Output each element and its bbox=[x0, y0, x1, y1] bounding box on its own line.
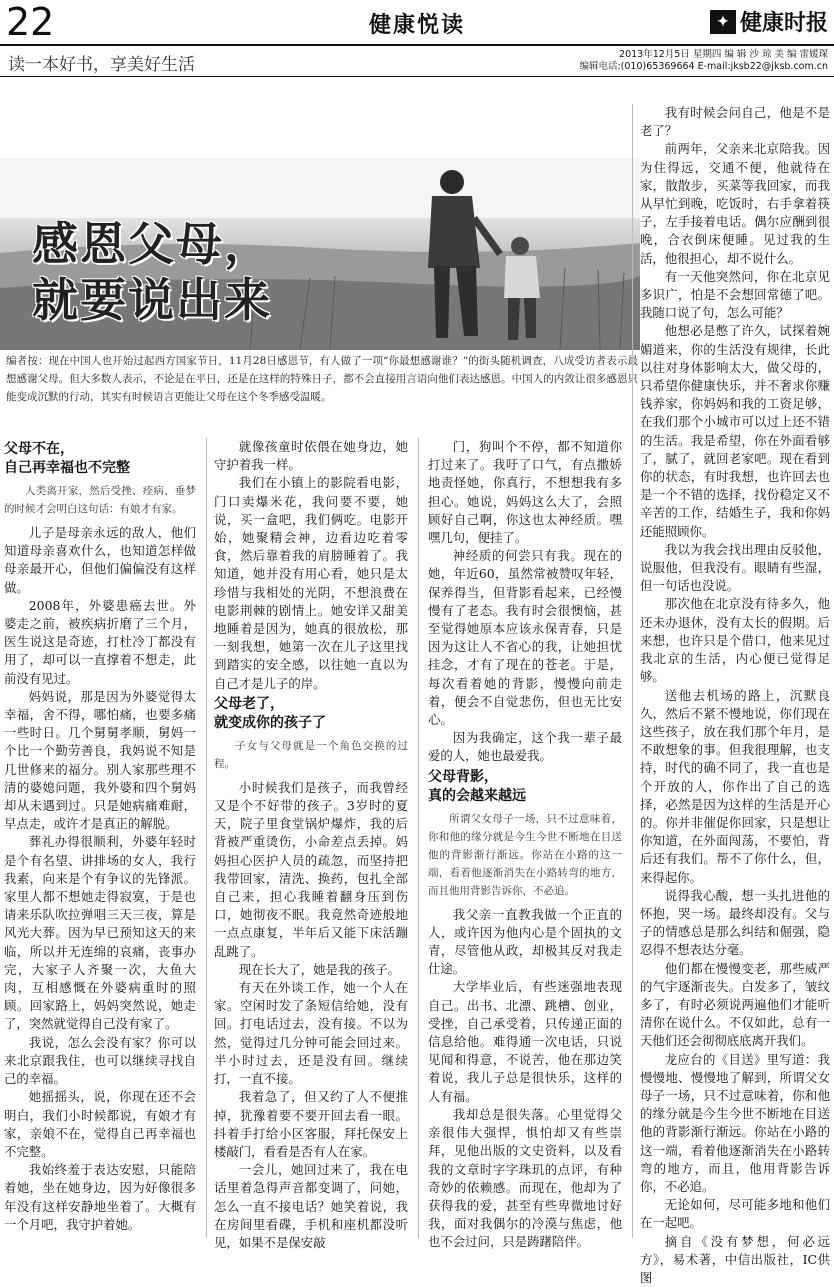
source-credit: 摘自《没有梦想，何必远方》，易术著，中信出版社，IC供图 bbox=[640, 1233, 830, 1285]
paragraph: 她摇摇头，说，你现在还不会明白，我们小时候都说，有娘才有家，亲娘不在，觉得自己再幸福也不完整。 bbox=[4, 1089, 196, 1159]
section-quote: 所谓父女母子一场，只不过意味着，你和他的缘分就是今生今世不断地在目送他的背影渐行渐远。你站在小路的这一端，看着他逐渐消失在小路转弯的地方，而且他用背影告诉你，不必追。 bbox=[428, 812, 622, 897]
section-heading-line-1: 父母背影， bbox=[428, 768, 498, 785]
paragraph: 就像孩童时依偎在她身边，她守护着我一样。 bbox=[214, 439, 408, 473]
headline-line-2: 就要说出来 bbox=[32, 273, 272, 327]
paragraph: 我却总是很失落。心里觉得父亲很伟大强悍，惧怕却又有些崇拜，见他出版的文史资料，以及看我的文章时字字珠玑的点评，有种奇妙的依赖感。而现在，他却为了获得我的爱，甚至有些卑微地讨好我，面对我偶尔的冷漠与焦虑，他也不会过问，只是踌躇陪伴。 bbox=[428, 1106, 622, 1250]
paragraph: 大学毕业后，有些迷强地表现自己。出书、北漂、跳槽、创业，受挫，自己承受着，只传递正面的信息给他。难得通一次电话，只说见闻和得意，不说苦，他在那边笑着说，我儿子总是很快乐，这样的人有福。 bbox=[428, 979, 622, 1104]
column-divider bbox=[206, 438, 207, 1238]
paragraph: 他们都在慢慢变老，那些威严的气宇逐渐丧失。白发多了，皱纹多了，有时必须说两遍他们才能听清你在说什么。不仅如此，总有一天他们还会彻彻底底离开我们。 bbox=[640, 960, 830, 1049]
section-quote: 子女与父母就是一个角色交换的过程。 bbox=[214, 739, 408, 770]
paragraph: 因为我确定，这个我一辈子最爱的人，她也最爱我。 bbox=[428, 730, 622, 764]
paragraph: 那次他在北京没有待多久，他还未办退休，没有太长的假期。后来想，也许只是个借口，他来见过我北京的生活，内心便已觉得足够。 bbox=[640, 596, 830, 685]
issue-contact: 编辑电话:(010)65369664 E-mail:jksb22@jksb.com.cn bbox=[579, 61, 828, 72]
paragraph: 他想必是憋了许久，试探着婉媚道来，你的生活没有规律，长此以往对身体影响太大，做父母的，只希望你健康快乐，并不奢求你赚钱养家，你妈妈和我的工资足够，在我们那个小城市可以过上还不错的生活。我是希望，你在外面看够了，腻了，就回老家吧。现在看到你的状态，有时我想，也许回去也是一个不错的选择，找份稳定又不辛苦的工作，结婚生子，我和你妈还能照顾你。 bbox=[640, 323, 830, 539]
article-column-2 bbox=[214, 438, 408, 1250]
paragraph: 我着急了，但又约了人不便推掉，犹豫着要不要开回去看一眼。抖着手打给小区客服，拜托保安上楼敲门，看看是否有人在家。 bbox=[214, 1089, 408, 1159]
paragraph: 我说，怎么会没有家？你可以来北京跟我住，也可以继续寻找自己的幸福。 bbox=[4, 1034, 196, 1087]
article-column-4 bbox=[640, 104, 830, 1285]
section-heading-line-2: 真的会越来越远 bbox=[428, 787, 526, 804]
paragraph: 妈妈说，那是因为外婆觉得太幸福，舍不得，哪怕痛，也要多痛一些时日。几个舅舅孝顺，舅妈一个比一个勤劳善良，我妈说不知是几世修来的福分。别人家那些理不清的婆媳问题，我外婆和四个舅妈却从未遇到过。只是她病痛难耐，早点走，或许才是真正的解脱。 bbox=[4, 688, 196, 832]
column-divider bbox=[632, 104, 633, 1238]
paragraph: 龙应台的《目送》里写道：我慢慢地、慢慢地了解到，所谓父女母子一场，只不过意味着，你和他的缘分就是今生今世不断地在目送他的背影渐行渐远。你站在小路的这一端，看着他逐渐消失在小路转弯的地方，而且，他用背影告诉你，不必追。 bbox=[640, 1051, 830, 1194]
section-heading bbox=[4, 440, 196, 478]
hero-photo bbox=[0, 158, 640, 350]
paper-name: 健康时报 bbox=[739, 10, 828, 36]
headline-line-1: 感恩父母， bbox=[32, 217, 272, 271]
section-heading-line-2: 就变成你的孩子了 bbox=[214, 714, 326, 731]
article-column-3 bbox=[428, 438, 622, 1250]
paragraph: 我始终羞于表达安慰，只能陪着她，坐在她身边，因为好像很多年没有这样安静地坐着了。大概有一个月吧，我守护着她。 bbox=[4, 1162, 196, 1232]
slogan: 读一本好书，享美好生活 bbox=[8, 55, 195, 75]
article-column-1 bbox=[4, 438, 196, 1238]
paragraph: 前两年，父亲来北京陪我。因为住得远，交通不便，他就待在家，散散步，买菜等我回家，而我从早忙到晚，吃饭时，右手拿着筷子，左手接着电话。偶尔应酬到很晚，合衣倒床便睡。见过我的生活，他很担心，却不说什么。 bbox=[640, 141, 830, 266]
paragraph: 送他去机场的路上，沉默良久，然后不紧不慢地说，你们现在这些孩子，放在我们那个年月，是不敢想象的事。但我很理解，也支持，时代的确不同了，我一直也是个开放的人，你作出了自己的选择，必然是因为这样的生活是开心的。你并非催促你回家，只是想让你知道，在外面闯荡，不要怕，背后还有我们。帮不了你什么，但，来得起你。 bbox=[640, 687, 830, 885]
paragraph: 说得我心酸，想一头扎进他的怀抱，哭一场。最终却没有。父与子的情感总是那么纠结和倔强，隐忍得不想表达分毫。 bbox=[640, 887, 830, 958]
headline bbox=[32, 216, 272, 328]
header-rule bbox=[0, 44, 834, 46]
paragraph: 我有时候会问自己，他是不是老了？ bbox=[640, 105, 830, 139]
masthead-logo bbox=[710, 6, 828, 37]
paragraph: 小时候我们是孩子，而我曾经又是个不好带的孩子。3岁时的夏天，院子里食堂锅炉爆炸，我的后背被严重烫伤，小命差点丢掉。妈妈担心医护人员的疏忽，而坚持把我带回家，清洗、换药，包扎全部自己来，担心我睡着翻身压到伤口，她彻夜不眠。我竟然奇迹般地一点点康复，半年后又能下床活蹦乱跳了。 bbox=[214, 779, 408, 959]
paragraph: 有天在外谈工作，她一个人在家。空闲时发了条短信给她，没有回。打电话过去，没有接。不以为然，觉得过几分钟可能会回过来。半小时过去，还是没有回。继续打，一直不接。 bbox=[214, 980, 408, 1087]
page-number: 22 bbox=[6, 0, 55, 44]
paragraph: 无论如何，尽可能多地和他们在一起吧。 bbox=[640, 1197, 830, 1231]
section-title: 健康悦读 bbox=[368, 13, 465, 38]
paragraph: 我以为我会找出理由反驳他，说服他，但我没有。眼睛有些湿，但一句话也没说。 bbox=[640, 541, 830, 594]
paragraph: 现在长大了，她是我的孩子。 bbox=[238, 961, 400, 977]
issue-meta bbox=[548, 49, 828, 73]
paragraph: 一会儿，她回过来了，我在电话里着急得声音都变调了，问她，怎么一直不接电话？她笑着说，我在房间里看碟，手机和座机都没听见，如果不是保安敲 bbox=[214, 1162, 408, 1250]
section-heading-line-2: 自己再幸福也不完整 bbox=[4, 460, 130, 476]
paragraph: 葬礼办得很顺利，外婆年轻时是个有名望、讲排场的女人，我行我素，向来是个有争议的先锋派。家里人都不想她走得寂寞，于是也请来乐队吹拉弹唱三天三夜，算是风光大葬。因为早已预知这天的来临，所以并无连绵的哀痛，丧事办完，大家子人齐聚一次，大鱼大肉，互相感慨在外婆病重时的照顾。回家路上，妈妈突然说，她走了，突然就觉得自己没有家了。 bbox=[4, 834, 196, 1032]
paragraph: 有一天他突然问，你在北京见多识广，怕是不会想回常德了吧。我随口说了句，怎么可能？ bbox=[640, 268, 830, 321]
paragraph: 神经质的何尝只有我。现在的她，年近60，虽然常被赞叹年轻，保养得当，但背影看起来，已经慢慢有了老态。我有时会很懊恼，甚至觉得她原本应该永保青春，只是因为这让人不省心的我，让她担忧挂念，才有了现在的苍老。于是，每次看着她的背影，慢慢向前走着，便会不自觉悲伤，但也无比安心。 bbox=[428, 548, 622, 728]
subheader-rule bbox=[0, 76, 834, 77]
section-heading-line-1: 父母不在， bbox=[4, 441, 74, 457]
paragraph: 儿子是母亲永远的敌人，他们知道母亲喜欢什么，也知道怎样做母亲最开心，但他们偏偏没有这样做。 bbox=[4, 525, 196, 595]
section-quote: 人类离开家，然后受挫、痊病、垂梦的时候才会明白这句话：有娘才有家。 bbox=[4, 485, 196, 515]
paragraph: 我父亲一直教我做一个正直的人，或许因为他内心是个固执的文青，尽管他从政，却极其反对我走仕途。 bbox=[428, 906, 622, 977]
logo-icon: ✦ bbox=[710, 10, 736, 34]
issue-date-editors: 2013年12月5日 星期四 编 辑 沙 琼 美 编 雷媛琛 bbox=[619, 49, 828, 60]
paragraph: 2008年，外婆患癌去世。外婆走之前，被疾病折磨了三个月，医生说这是奇迹，打杜冷丁都没有用了，却可以一直撑着不想走，此前没有见过。 bbox=[4, 597, 196, 686]
paragraph: 门，狗叫个不停，都不知道你打过来了。我吁了口气，有点撒娇地责怪她，你真行，不想想我有多担心。她说，妈妈这么大了，会照顾好自己啊，你这也太神经质。嘿嘿几句，便挂了。 bbox=[428, 439, 622, 546]
section-heading-line-1: 父母老了， bbox=[214, 695, 284, 712]
editor-note: 编者按：现在中国人也开始过起西方国家节日，11月28日感恩节，有人做了一项“你最想感谢谁？”的街头随机调查，八成受访者表示最想感谢父母。但大多数人表示，不论是在平日，还是在这样的特殊日子，都不会直接用言语向他们表达感恩。中国人的内敛让很多感恩只能变成沉默的行动，其实有时候语言更能让父母在这个冬季感受温暖。 bbox=[6, 355, 638, 403]
section-heading bbox=[214, 695, 408, 733]
section-heading bbox=[428, 768, 622, 806]
paragraph: 我们在小镇上的影院看电影，门口卖爆米花，我问要不要，她说，买一盒吧，我们俩吃。电影开始，她聚精会神，边看边吃着零食，然后靠着我的肩膀睡着了。我知道，她并没有用心看，她只是太珍惜与我相处的光阴，不想浪费在电影荆棘的剧情上。她安详又甜美地睡着是因为，她真的很放松，那一刻我想，她第一次在儿子这里找到踏实的安全感，以往她一直以为自己才是儿子的岸。 bbox=[214, 475, 408, 691]
column-divider bbox=[418, 438, 419, 1238]
